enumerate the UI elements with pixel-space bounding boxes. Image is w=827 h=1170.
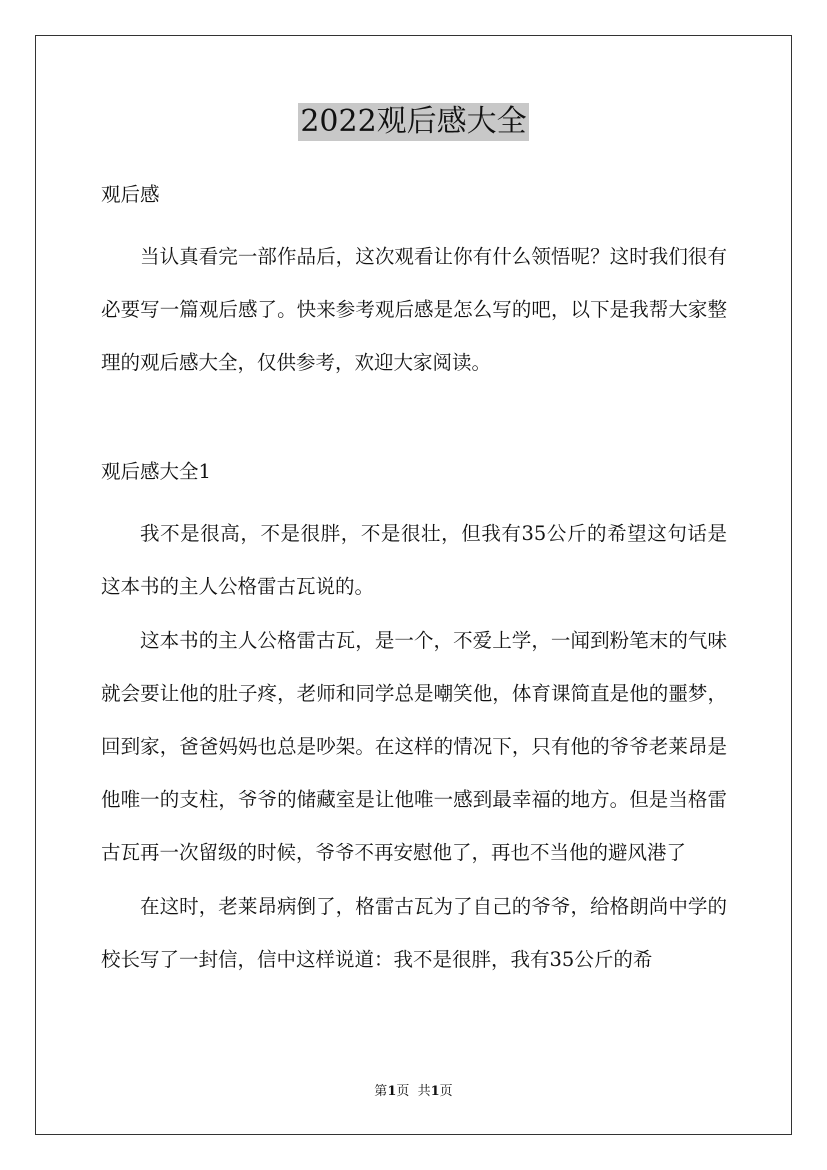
page-label-mid: 页 共 (396, 1084, 431, 1099)
intro-heading: 观后感 (101, 183, 160, 206)
document-body (101, 176, 727, 986)
section-heading: 观后感大全1 (101, 460, 211, 483)
body-paragraph: 这本书的主人公格雷古瓦，是一个，不爱上学，一闻到粉笔末的气味就会要让他的肚子疼，老师和同学总是嘲笑他，体育课简直是他的噩梦，回到家，爸爸妈妈也总是吵架。在这样的情况下，只有他的爷爷老莱昂是他唯一的支柱，爷爷的储藏室是让他唯一感到最幸福的地方。但是当格雷古瓦再一次留级的时候，爷爷不再安慰他了，再也不当他的避风港了 (101, 629, 727, 864)
document-title: 2022观后感大全 (300, 104, 527, 139)
page-total: 1 (430, 1084, 440, 1099)
page-label-prefix: 第 (374, 1084, 388, 1099)
intro-paragraph: 当认真看完一部作品后，这次观看让你有什么领悟呢？这时我们很有必要写一篇观后感了。快来参考观后感是怎么写的吧，以下是我帮大家整理的观后感大全，仅供参考，欢迎大家阅读。 (101, 245, 727, 374)
page-label-suffix: 页 (439, 1084, 453, 1099)
section-gap (101, 389, 727, 461)
page-footer (0, 1082, 827, 1102)
page-current: 1 (387, 1084, 397, 1099)
body-paragraph: 在这时，老莱昂病倒了，格雷古瓦为了自己的爷爷，给格朗尚中学的校长写了一封信，信中这样说道：我不是很胖，我有35公斤的希 (101, 895, 727, 971)
title-container (0, 103, 827, 141)
body-paragraph: 我不是很高，不是很胖，不是很壮，但我有35公斤的希望这句话是这本书的主人公格雷古瓦说的。 (101, 522, 727, 598)
